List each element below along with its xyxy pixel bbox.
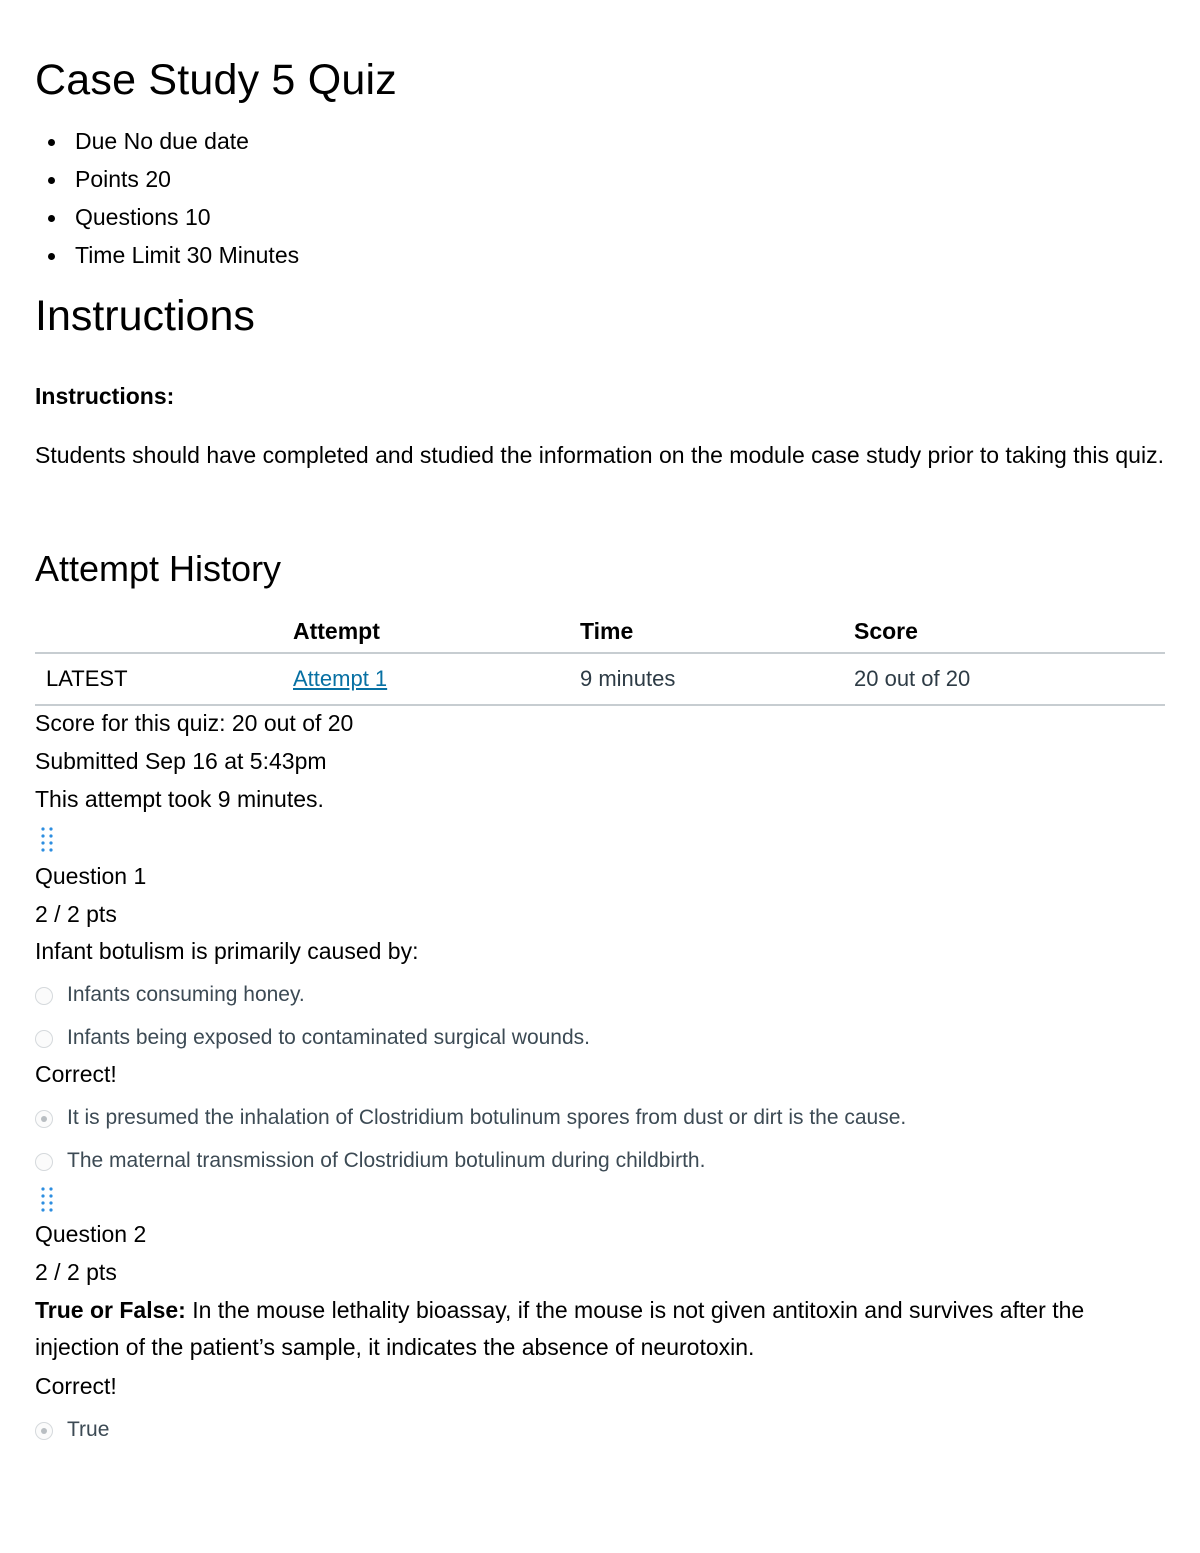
radio-selected-icon[interactable] xyxy=(35,1110,53,1128)
question-prompt xyxy=(35,933,1155,970)
drag-handle-icon[interactable] xyxy=(40,1186,54,1212)
question-points: 2 / 2 pts xyxy=(35,901,117,927)
quiz-details-list xyxy=(35,124,299,276)
detail-value: 10 xyxy=(184,204,211,230)
question-title: Question 2 xyxy=(35,1221,147,1247)
bullet-icon xyxy=(48,253,55,260)
column-header-attempt: Attempt xyxy=(293,610,580,653)
detail-label: Points xyxy=(75,166,139,192)
detail-value: 20 xyxy=(145,166,171,192)
detail-label: Questions xyxy=(75,204,179,230)
radio-icon[interactable] xyxy=(35,987,53,1005)
column-header-score: Score xyxy=(854,610,1165,653)
question-points: 2 / 2 pts xyxy=(35,1259,117,1285)
bullet-icon xyxy=(48,139,55,146)
correct-label: Correct! xyxy=(35,1373,117,1399)
detail-value: 30 Minutes xyxy=(186,242,300,268)
answer-text: The maternal transmission of Clostridium botulinum during childbirth. xyxy=(67,1149,706,1172)
bullet-icon xyxy=(48,215,55,222)
table-row xyxy=(35,653,1165,705)
submitted-time: Submitted Sep 16 at 5:43pm xyxy=(35,748,327,774)
instructions-text: Students should have completed and studied the information on the module case study prior to taking this quiz. xyxy=(35,442,1164,468)
page-title: Case Study 5 Quiz xyxy=(35,56,397,104)
question-prompt-text: In the mouse lethality bioassay, if the mouse is not given antitoxin and survives after the injection of the patient’s sample, it indicates the absence of neurotoxin. xyxy=(35,1297,1085,1360)
instructions-heading: Instructions xyxy=(35,292,255,340)
attempt-history-table xyxy=(35,610,1165,706)
detail-label: Due xyxy=(75,128,118,154)
instructions-label: Instructions: xyxy=(35,383,175,409)
detail-value: No due date xyxy=(123,128,249,154)
drag-handle-icon[interactable] xyxy=(40,826,54,852)
radio-selected-icon[interactable] xyxy=(35,1422,53,1440)
radio-icon[interactable] xyxy=(35,1030,53,1048)
question-title: Question 1 xyxy=(35,863,147,889)
question-prompt xyxy=(35,1292,1155,1366)
quiz-detail-time-limit xyxy=(35,238,299,276)
detail-label: Time Limit xyxy=(75,242,181,268)
answer-text: True xyxy=(67,1418,110,1441)
answer-text: Infants consuming honey. xyxy=(67,983,305,1006)
quiz-score: Score for this quiz: 20 out of 20 xyxy=(35,710,354,736)
time-cell: 9 minutes xyxy=(580,653,854,705)
table-header-row xyxy=(35,610,1165,653)
latest-tag: LATEST xyxy=(35,653,293,705)
attempt-link[interactable]: Attempt 1 xyxy=(293,666,388,691)
quiz-detail-due xyxy=(35,124,299,162)
radio-icon[interactable] xyxy=(35,1153,53,1171)
question-prompt-bold: True or False: xyxy=(35,1297,186,1323)
answer-text: It is presumed the inhalation of Clostridium botulinum spores from dust or dirt is the cause. xyxy=(67,1106,907,1129)
quiz-detail-points xyxy=(35,162,299,200)
correct-label: Correct! xyxy=(35,1061,117,1087)
question-prompt-text: Infant botulism is primarily caused by: xyxy=(35,938,419,964)
attempt-history-heading: Attempt History xyxy=(35,548,282,589)
attempt-duration: This attempt took 9 minutes. xyxy=(35,786,324,812)
quiz-detail-questions xyxy=(35,200,299,238)
column-header-time: Time xyxy=(580,610,854,653)
column-header xyxy=(35,610,293,653)
score-cell: 20 out of 20 xyxy=(854,653,1165,705)
answer-text: Infants being exposed to contaminated surgical wounds. xyxy=(67,1026,591,1049)
bullet-icon xyxy=(48,177,55,184)
attempt-cell xyxy=(293,653,580,705)
